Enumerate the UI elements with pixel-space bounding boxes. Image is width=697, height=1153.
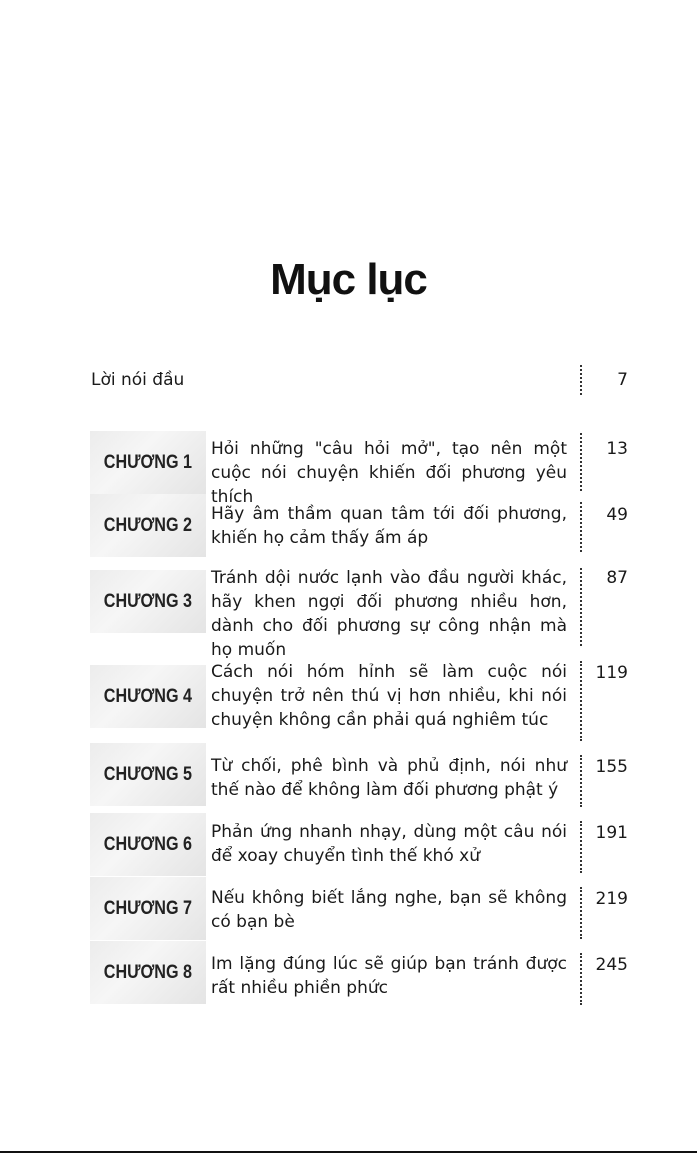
chapter-badge-5 bbox=[90, 743, 206, 806]
chapter-badge-7 bbox=[90, 877, 206, 940]
chapter-title-4: Cách nói hóm hỉnh sẽ làm cuộc nói chuyện trở nên thú vị hơn nhiều, khi nói chuyện không cần phải quá nghiêm túc bbox=[211, 662, 567, 730]
chapter-title-6: Phản ứng nhanh nhạy, dùng một câu nói để xoay chuyển tình thế khó xử bbox=[211, 822, 567, 866]
chapter-divider-4 bbox=[580, 661, 582, 741]
chapter-page-6: 191 bbox=[595, 823, 628, 843]
chapter-divider-2 bbox=[580, 502, 582, 552]
chapter-title-5: Từ chối, phê bình và phủ định, nói như thế nào để không làm đối phương phật ý bbox=[211, 756, 567, 800]
chapter-page-7: 219 bbox=[595, 889, 628, 909]
chapter-title-7: Nếu không biết lắng nghe, bạn sẽ không có bạn bè bbox=[211, 888, 567, 932]
preface-page: 7 bbox=[617, 370, 628, 390]
preface-divider bbox=[580, 365, 582, 395]
chapter-divider-1 bbox=[580, 433, 582, 491]
chapter-title-8: Im lặng đúng lúc sẽ giúp bạn tránh được rất nhiều phiền phức bbox=[211, 954, 567, 998]
chapter-badge-label: CHƯƠNG 5 bbox=[103, 763, 193, 785]
chapter-badge-6 bbox=[90, 813, 206, 876]
page-title: Mục lục bbox=[270, 255, 427, 304]
chapter-page-3: 87 bbox=[606, 568, 628, 588]
chapter-badge-label: CHƯƠNG 8 bbox=[103, 961, 193, 983]
chapter-badge-label: CHƯƠNG 1 bbox=[103, 451, 193, 473]
chapter-badge-4 bbox=[90, 665, 206, 728]
chapter-badge-label: CHƯƠNG 2 bbox=[103, 514, 193, 536]
chapter-divider-5 bbox=[580, 755, 582, 807]
chapter-page-1: 13 bbox=[606, 439, 628, 459]
chapter-badge-label: CHƯƠNG 4 bbox=[103, 685, 193, 707]
chapter-title-2: Hãy âm thầm quan tâm tới đối phương, khiến họ cảm thấy ấm áp bbox=[211, 504, 567, 548]
chapter-badge-label: CHƯƠNG 6 bbox=[103, 833, 193, 855]
chapter-page-5: 155 bbox=[595, 757, 628, 777]
chapter-title-3: Tránh dội nước lạnh vào đầu người khác, hãy khen ngợi đối phương nhiều hơn, dành cho đối phương sự công nhận mà họ muốn bbox=[211, 568, 567, 660]
chapter-page-2: 49 bbox=[606, 505, 628, 525]
chapter-page-8: 245 bbox=[595, 955, 628, 975]
chapter-divider-3 bbox=[580, 568, 582, 646]
chapter-badge-label: CHƯƠNG 3 bbox=[103, 590, 193, 612]
preface-label: Lời nói đầu bbox=[91, 370, 185, 390]
chapter-page-4: 119 bbox=[595, 663, 628, 683]
chapter-divider-7 bbox=[580, 887, 582, 939]
chapter-title-1: Hỏi những "câu hỏi mở", tạo nên một cuộc nói chuyện khiến đối phương yêu thích bbox=[211, 439, 567, 507]
chapter-divider-8 bbox=[580, 953, 582, 1005]
chapter-badge-1 bbox=[90, 431, 206, 494]
chapter-badge-3 bbox=[90, 570, 206, 633]
chapter-divider-6 bbox=[580, 821, 582, 873]
chapter-badge-8 bbox=[90, 941, 206, 1004]
chapter-badge-2 bbox=[90, 494, 206, 557]
chapter-badge-label: CHƯƠNG 7 bbox=[103, 897, 193, 919]
